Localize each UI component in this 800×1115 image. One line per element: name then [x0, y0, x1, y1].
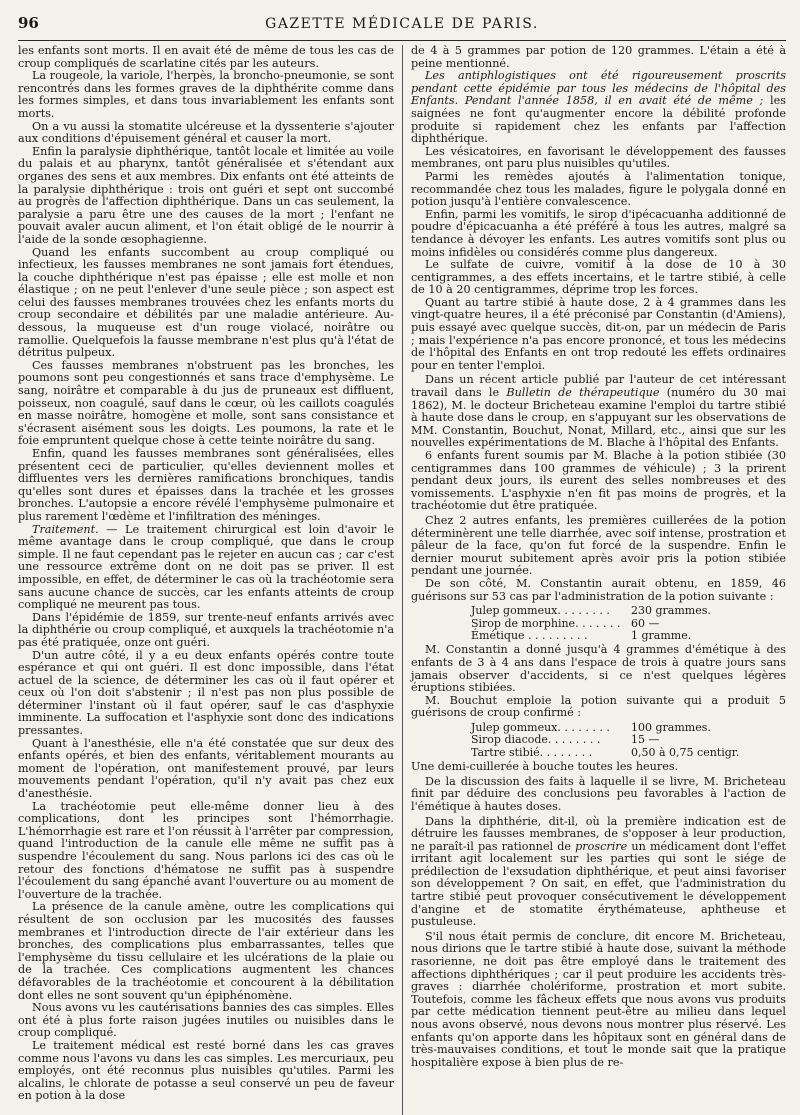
quantity: 60 — [631, 616, 660, 630]
ingredient: Sirop diacode. . . . . . . . [471, 733, 601, 747]
paragraph: Le sulfate de cuivre, vomitif à la dose de 10 à 30 centigrammes, a des effets incertains, et le tartre stibié, à celle de 10 à 20 centigrammes, déprime trop les forces. [411, 258, 786, 297]
paragraph: Enfin la paralysie diphthérique, tantôt locale et limitée au voile du palais et au pharynx, tantôt généralisée et s'étendant aux organes des sens et aux membres. Dix enfants ont été atteints de la paralysie diphthérique : trois ont guéri et sept ont succombé au progrès de l'affection diphthérique. Dans un cas seulement, la paralysie a paru être une des causes de la mort ; l'enfant ne pouvait avaler aucun aliment, et l'on était obligé de le nourrir à l'aide de la sonde œsophagienne. [18, 144, 394, 246]
paragraph: Quand les enfants succombent au croup compliqué ou infectieux, les fausses membranes ne sont jamais fort étendues, la couche diphthérique n'est pas épaisse ; elle est molle et non élastique ; on ne peut l'enlever d'une seule pièce ; son aspect est celui des fausses membranes trouvées chez les enfants morts du croup secondaire et débilités par une maladie antérieure. Au-dessous, la muqueuse est d'un rouge violacé, noirâtre ou ramollie. Quelquefois la fausse membrane n'est plus qu'à l'état de détritus pulpeux. [18, 245, 394, 360]
paragraph: Parmi les remèdes ajoutés à l'alimentation tonique, recommandée chez tous les malades, figure le polygala donné en potion jusqu'à l'entière convalescence. [411, 169, 786, 209]
ingredient: Tartre stibié. . . . . . . . [471, 745, 593, 759]
paragraph: Le traitement médical est resté borné dans les cas graves comme nous l'avons vu dans les cas simples. Les mercuriaux, peu employés, ont été reconnus plus nuisibles qu'utiles. Parmi les alcalins, le chlorate de potasse a seul conservé un peu de faveur en potion à la dose [18, 1038, 394, 1103]
text-columns [18, 45, 786, 1115]
dosage-note: Une demi-cuillerée à bouche toutes les heures. [411, 760, 679, 774]
paragraph: Nous avons vu les cautérisations bannies des cas simples. Elles ont été à plus forte raison jugées inutiles ou nuisibles dans le croup compliqué. [18, 1001, 394, 1040]
paragraph: M. Constantin a donné jusqu'à 4 grammes d'émétique à des enfants de 3 à 4 ans dans l'espace de trois à quatre jours sans jamais observer d'accidents, si ce n'est quelques légères éruptions stibiées. [411, 643, 786, 695]
ingredient: Julep gommeux. . . . . . . . [471, 604, 610, 618]
paragraph: La présence de la canule amène, outre les complications qui résultent de son occlusion par les mucosités des fausses membranes et l'introduction directe de l'air extérieur dans les bronches, des complications plus embarrassantes, telles que l'emphysème du tissu cellulaire et les ulcérations de la plaie ou de la trachée. Ces complications augmentent les chances défavorables de la trachéotomie et concourent à la débilitation dont elles ne sont souvent qu'un épiphénomène. [18, 900, 394, 1002]
paragraph: 6 enfants furent soumis par M. Blache à la potion stibiée (30 centigrammes dans 100 grammes de véhicule) ; 3 la prirent pendant deux jours, ils eurent des selles nombreuses et des vomissements. L'asphyxie n'en fit pas moins de progrès, et la trachéotomie dut être pratiquée. [411, 449, 786, 513]
paragraph-text: un médicament dont l'effet irritant agit localement sur les parties qui sont le siége de prédilection de l'exsudation diphthérique, et peut ainsi favoriser son développement ? On sait, en effet, que l'administration du tartre stibié peut provoquer consécutivement le développement d'angine et de stomatite érythémateuse, aphtheuse et pustuleuse. [411, 839, 786, 929]
paragraph [411, 816, 786, 929]
paragraph: D'un autre côté, il y a eu deux enfants opérés contre toute espérance et qui ont guéri. Il est donc impossible, dans l'état actuel de la science, de déterminer les cas où il faut opérer et ceux où l'on doit s'abstenir ; il n'est pas non plus possible de déterminer l'instant où il faut opérer, sauf le cas d'asphyxie imminente. La suffocation et l'asphyxie sont donc des indications pressantes. [18, 648, 394, 738]
paragraph-text: Dans la diphthérie, dit-il, où la première indication est de détruire les fausses membranes, de s'opposer à leur production, ne paraît-il pas rationnel de [411, 814, 786, 853]
paragraph: De la discussion des faits à laquelle il se livre, M. Bricheteau finit par déduire des conclusions peu favorables à l'action de l'émétique à hautes doses. [411, 774, 786, 813]
ingredient: Émétique . . . . . . . . . [471, 628, 588, 642]
quantity: 1 gramme. [631, 628, 692, 642]
paragraph: de 4 à 5 grammes par potion de 120 grammes. L'étain a été à peine mentionné. [411, 45, 786, 70]
formula-row [471, 747, 786, 759]
quantity: 230 grammes. [631, 604, 711, 618]
ingredient: Sirop de morphine. . . . . . . [471, 616, 621, 630]
italic-text: proscrire [575, 839, 628, 853]
paragraph: Enfin, quand les fausses membranes sont généralisées, elles présentent ceci de particulier, qu'elles deviennent molles et diffluentes vers les dernières ramifications bronchiques, tandis qu'elles sont dures et épaisses dans la trachée et les grosses bronches. L'autopsie a encore révélé l'emphysème pulmonaire et plus rarement l'œdème et l'infiltration des méninges. [18, 447, 394, 523]
page-number: 96 [18, 14, 39, 32]
page-header [18, 14, 786, 41]
paragraph: les enfants sont morts. Il en avait été de même de tous les cas de croup compliqués de scarlatine cités par les auteurs. [18, 45, 394, 70]
paragraph: Enfin, parmi les vomitifs, le sirop d'ipécacuanha additionné de poudre d'épicacuanha a été préféré à tous les autres, malgré sa tendance à dévoyer les enfants. Les autres vomitifs sont plus ou moins infidèles ou considérés comme plus dangereux. [411, 207, 786, 259]
paragraph: La trachéotomie peut elle-même donner lieu à des complications, dont les principes sont l'hémorrhagie. L'hémorrhagie est rare et l'on réussit à l'arrêter par compression, quand l'introduction de la canule elle même ne suffit pas à suspendre l'écoulement du sang. Nous parlons ici des cas où le retour des fonctions d'hématose ne suffit pas à suspendre l'écoulement du sang épanché avant l'ouverture ou au moment de l'ouverture de la trachée. [18, 799, 394, 901]
left-column [18, 45, 402, 1115]
paragraph: Ces fausses membranes n'obstruent pas les bronches, les poumons sont peu congestionnés et sans trace d'emphysème. Le sang, noirâtre et comparable à du jus de pruneaux est diffluent, poisseux, non coagulé, sauf dans le cœur, où les caillots coagulés en masse noirâtre, homogène et molle, sont sans consistance et s'écrasent aisément sous les doigts. Les poumons, la rate et le foie empruntent quelque chose à cette teinte noirâtre du sang. [18, 358, 394, 448]
quantity: 15 — [631, 733, 660, 747]
treatment-paragraph [18, 524, 394, 612]
italic-text: Bulletin de thérapeutique [506, 386, 660, 400]
paragraph: Quant au tartre stibié à haute dose, 2 à 4 grammes dans les vingt-quatre heures, il a été préconisé par Constantin (d'Amiens), puis essayé avec quelque succès, dit-on, par un médecin de Paris ; mais l'expérience n'a pas encore prononcé, et tous les médecins de l'hôpital des Enfants en ont trop redouté les effets ordinaires pour en tenter l'emploi. [411, 295, 786, 372]
paragraph: De son côté, M. Constantin aurait obtenu, en 1859, 46 guérisons sur 53 cas par l'administration de la potion suivante : [411, 576, 786, 603]
paragraph-text: les saignées ne font qu'augmenter encore la débilité profonde produite si rapidement chez les enfants par l'affection diphthérique. [411, 94, 786, 146]
paragraph: Les vésicatoires, en favorisant le développement des fausses membranes, ont paru plus nuisibles qu'utiles. [411, 144, 786, 171]
paragraph [411, 70, 786, 146]
formula-bouchut [471, 722, 786, 759]
paragraph: Dans l'épidémie de 1859, sur trente-neuf enfants arrivés avec la diphthérie ou croup compliqué, et auxquels la trachéotomie n'a pas été pratiquée, onze ont guéri. [18, 610, 394, 649]
quantity: 0,50 à 0,75 centigr. [631, 745, 740, 759]
ingredient: Julep gommeux. . . . . . . . [471, 720, 610, 734]
section-heading: Traitement. — [32, 522, 118, 536]
paragraph: Chez 2 autres enfants, les premières cuillerées de la potion déterminèrent une telle diarrhée, avec soif intense, prostration et pâleur de la face, qu'on fut forcé de la suspendre. Enfin le dernier mourut subitement après avoir pris la potion stibiée pendant une journée. [411, 513, 786, 578]
right-column [402, 45, 786, 1115]
italic-text: Les antiphlogistiques ont été rigoureusement proscrits pendant cette épidémie par tous les médecins de l'hôpital des Enfants. Pendant l'année 1858, il en avait été de même ; [411, 69, 786, 108]
quantity: 100 grammes. [631, 720, 711, 734]
formula-row [471, 605, 786, 617]
formula-constantin [471, 605, 786, 642]
formula-row [471, 734, 786, 746]
formula-row [471, 630, 786, 642]
paragraph: M. Bouchut emploie la potion suivante qui a produit 5 guérisons de croup confirmé : [411, 693, 786, 720]
journal-title: GAZETTE MÉDICALE DE PARIS. [265, 16, 539, 32]
treatment-text: Le traitement chirurgical est loin d'avoir le même avantage dans le croup compliqué, que dans le croup simple. Il ne faut cependant pas le rejeter en aucun cas ; car c'est une ressource extrême dont on ne doit pas se priver. Il est impossible, en effet, de déterminer le cas où la trachéotomie sera sans aucune chance de succès, car les enfants atteints de croup compliqué ne meurent pas tous. [18, 522, 395, 612]
paragraph: S'il nous était permis de conclure, dit encore M. Bricheteau, nous dirions que le tartre stibié à haute dose, suivant la méthode rasorienne, ne doit pas être employé dans le traitement des affections diphthériques ; car il peut produire les accidents très-graves : diarrhée cholériforme, prostration et mort subite. Toutefois, comme les fâcheux effets que nous avons vus produits par cette médication tiennent peut-être au milieu dans lequel nous avons observé, nous devons nous montrer plus réservé. Les enfants qu'on apporte dans les hôpitaux sont en général dans de très-mauvaises conditions, et tout le monde sait que la pratique hospitalière expose à bien plus de re- [411, 929, 786, 1069]
paragraph: Quant à l'anesthésie, elle n'a été constatée que sur deux des enfants opérés, et bien des enfants, véritablement mourants au moment de l'opération, ont manifestement prouvé, par leurs mouvements pendant l'opération, qu'il n'y avait pas chez eux d'anesthésie. [18, 736, 394, 801]
paragraph: On a vu aussi la stomatite ulcéreuse et la dyssenterie s'ajouter aux conditions d'épuisement général et causer la mort. [18, 119, 394, 146]
paragraph [411, 374, 786, 450]
paragraph-text: Dans un récent article publié par l'auteur de cet intéressant travail dans le [411, 373, 786, 400]
paragraph-text: (numéro du 30 mai 1862), M. le docteur Bricheteau examine l'emploi du tartre stibié à haute dose dans le croup, en s'appuyant sur les observations de MM. Constantin, Bouchut, Nonat, Millard, etc., ainsi que sur les nouvelles expérimentations de M. Blache à l'hôpital des Enfants. [411, 386, 786, 450]
paragraph: La rougeole, la variole, l'herpès, la broncho-pneumonie, se sont rencontrés dans les formes graves de la diphthérite comme dans les formes simples, et dans tous invariablement les enfants sont morts. [18, 69, 394, 120]
